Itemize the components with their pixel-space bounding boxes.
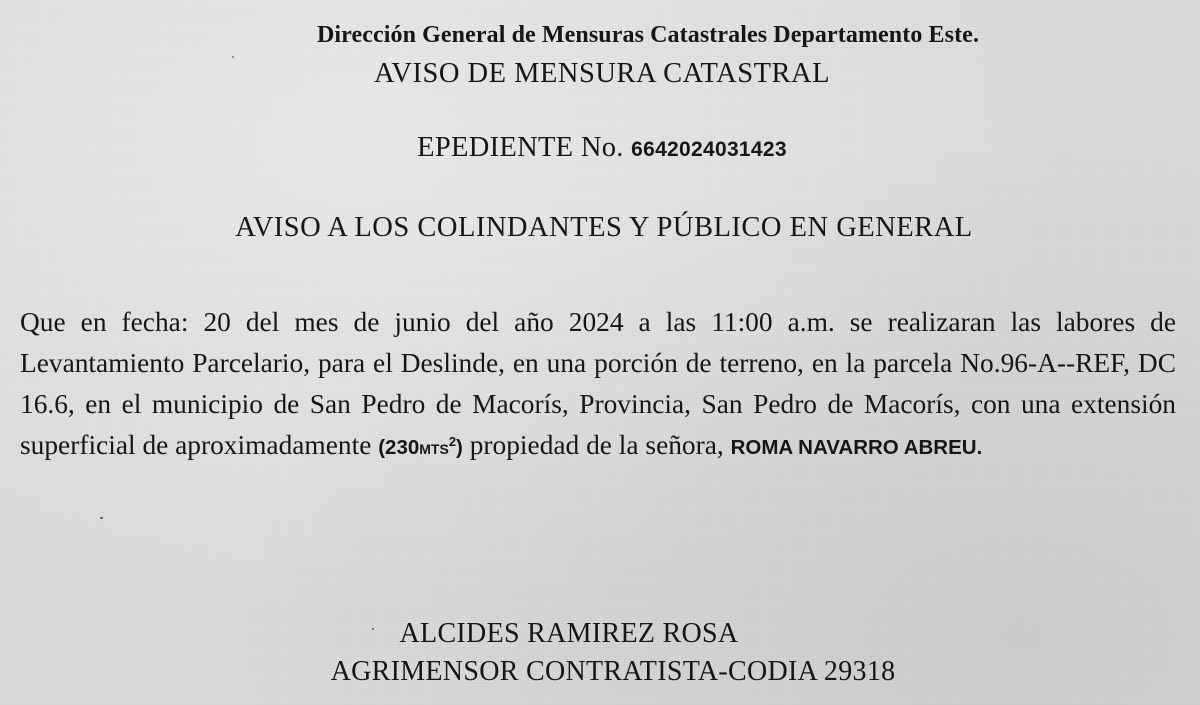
expediente-label: EPEDIENTE No. (417, 132, 624, 163)
notice-heading: AVISO A LOS COLINDANTES Y PÚBLICO EN GENERAL (235, 212, 973, 243)
surveyor-title: AGRIMENSOR CONTRATISTA-CODIA 29318 (330, 656, 896, 687)
body-text-part2: propiedad de la señora, (462, 430, 731, 460)
notice-body (20, 302, 1176, 470)
paper-speck (372, 628, 374, 630)
paper-speck (100, 517, 103, 519)
area-value: (230MTS$^2$) (378, 434, 463, 459)
paper-speck (232, 56, 234, 58)
body-text-part1: Que en fecha: 20 del mes de junio del año 2024 a las 11:00 a.m. se realizaran las labores de Levantamiento Parcelario, para el Deslinde, en una porción de terreno, en la parcela No.96-A--REF, DC 16.6, en el municipio de San Pedro de Macorís, Provincia, San Pedro de Macorís, con una extensión superficial de aproximadamente (20, 307, 1176, 460)
owner-name: ROMA NAVARRO ABREU. (730, 436, 983, 459)
surveyor-name: ALCIDES RAMIREZ ROSA (399, 618, 739, 649)
department-header: Dirección General de Mensuras Catastrales Departamento Este. (316, 22, 980, 48)
document-title: AVISO DE MENSURA CATASTRAL (374, 58, 830, 89)
expediente-line (0, 132, 1200, 164)
expediente-number: 6642024031423 (631, 138, 787, 161)
